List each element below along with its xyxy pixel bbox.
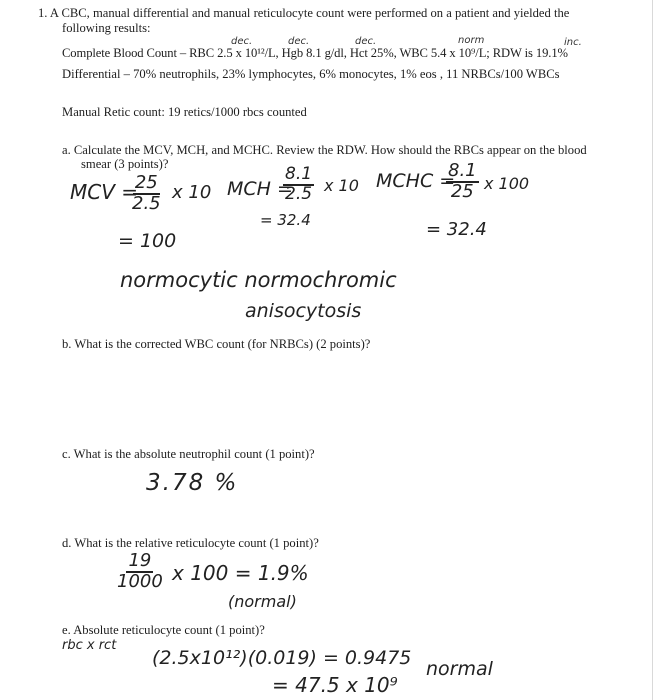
retic-normal-note: (normal) [228, 592, 297, 611]
mcv-fraction [132, 174, 161, 214]
mchc-fraction [446, 162, 479, 202]
question-title: 1. A CBC, manual differential and manual reticulocyte count were performed on a patient and yielded the [38, 6, 570, 20]
mcv-result: = 100 [118, 230, 177, 252]
mcv-denominator: 2.5 [132, 192, 161, 214]
mch-label: MCH = [227, 178, 293, 200]
mcv-label: MCV = [70, 180, 139, 204]
retic-expression: x 100 = 1.9% [172, 561, 309, 585]
part-c-question: c. What is the absolute neutrophil count (1 point)? [62, 447, 315, 461]
mchc-numerator: 8.1 [448, 160, 477, 181]
question-title-cont: following results: [62, 21, 151, 35]
retic-numerator: 19 [128, 550, 152, 571]
mch-fraction [283, 166, 314, 204]
rdw-interpretation: anisocytosis [245, 300, 362, 322]
rbc-morphology-interpretation: normocytic normochromic [120, 268, 397, 292]
mch-denominator: 2.5 [285, 183, 313, 204]
mchc-multiplier: x 100 [484, 174, 530, 193]
absolute-retic-normal-note: normal [426, 658, 493, 680]
absolute-retic-formula: rbc x rct [62, 638, 117, 653]
rdw-annotation: inc. [564, 37, 582, 48]
retic-fraction [117, 552, 163, 592]
hgb-annotation: dec. [288, 36, 310, 47]
mchc-denominator: 25 [450, 180, 474, 202]
mchc-result: = 32.4 [426, 219, 487, 240]
part-b-question: b. What is the corrected WBC count (for NRBCs) (2 points)? [62, 337, 371, 351]
absolute-retic-result: = 47.5 x 10⁹ [272, 673, 398, 697]
part-e-question: e. Absolute reticulocyte count (1 point)? [62, 623, 265, 637]
part-a-question: a. Calculate the MCV, MCH, and MCHC. Review the RDW. How should the RBCs appear on the blood [62, 143, 587, 157]
wbc-annotation: norm [458, 35, 485, 46]
retic-count: Manual Retic count: 19 retics/1000 rbcs counted [62, 105, 307, 119]
part-a-question-cont: smear (3 points)? [81, 157, 169, 171]
rbc-annotation: dec. [231, 36, 253, 47]
mcv-numerator: 25 [134, 172, 158, 193]
hct-annotation: dec. [355, 36, 377, 47]
part-c-answer: 3.78 % [146, 470, 239, 496]
retic-denominator: 1000 [117, 570, 163, 592]
mchc-label: MCHC = [376, 170, 456, 192]
mch-result: = 32.4 [260, 211, 311, 229]
mcv-multiplier: x 10 [172, 182, 212, 203]
page-edge [652, 0, 653, 700]
absolute-retic-calculation: (2.5x10¹²)(0.019) = 0.9475 [152, 647, 412, 669]
mch-numerator: 8.1 [285, 164, 313, 184]
mch-multiplier: x 10 [324, 176, 359, 195]
differential-results: Differential – 70% neutrophils, 23% lymphocytes, 6% monocytes, 1% eos , 11 NRBCs/100 WBCs [62, 67, 560, 81]
cbc-results: Complete Blood Count – RBC 2.5 x 10¹²/L, Hgb 8.1 g/dl, Hct 25%, WBC 5.4 x 10⁹/L; RDW is 19.1% [62, 46, 568, 60]
part-d-question: d. What is the relative reticulocyte count (1 point)? [62, 536, 319, 550]
